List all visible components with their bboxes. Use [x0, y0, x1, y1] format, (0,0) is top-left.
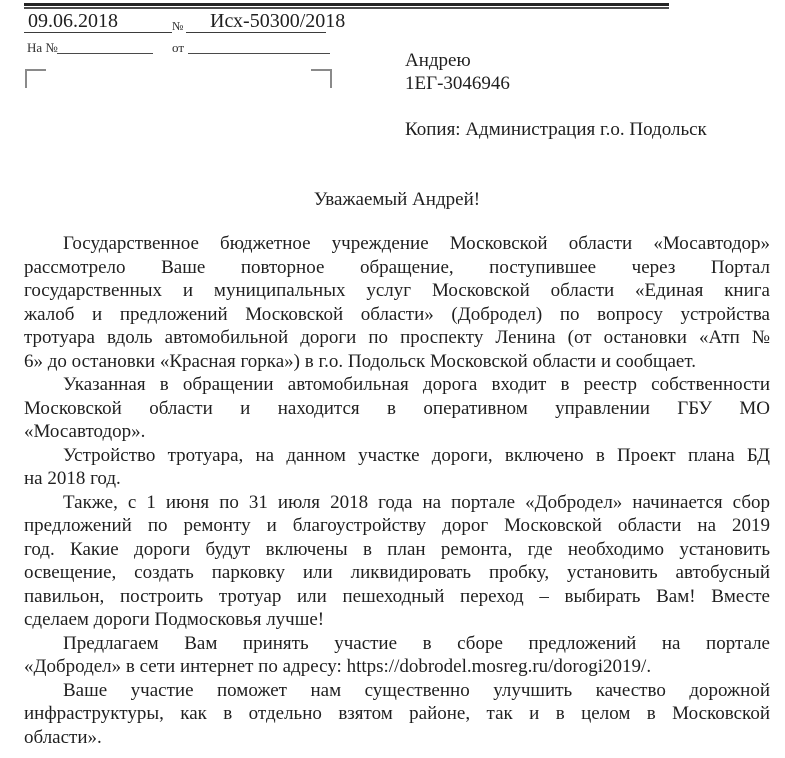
body-line: Также, с 1 июня по 31 июля 2018 года на портале «Добродел» начинается сбор: [63, 491, 770, 513]
body-line: Устройство тротуара, на данном участке дороги, включено в Проект плана БД: [63, 444, 770, 466]
body-line: области».: [24, 726, 102, 748]
body-line: Предлагаем Вам принять участие в сборе предложений на портале: [63, 632, 770, 654]
letter-body: [24, 232, 770, 749]
address-bracket-right: [311, 69, 332, 88]
body-line: 6» до остановки «Красная горка») в г.о. Подольск Московской области и сообщает.: [24, 350, 696, 372]
recipient-block: [405, 49, 510, 95]
body-line: Государственное бюджетное учреждение Московской области «Мосавтодор»: [63, 233, 770, 254]
body-line: предложений по ремонту и благоустройству дорог Московской области на 2019: [24, 515, 770, 536]
body-line: год. Какие дороги будут включены в план ремонта, где необходимо установить: [24, 538, 770, 560]
date-value: 09.06.2018: [28, 10, 118, 32]
reply-to-underline: [57, 40, 153, 54]
body-line: тротуара вдоль автомобильной дороги по проспекту Ленина (от остановки «Атп №: [24, 327, 770, 348]
outgoing-number-field: [186, 10, 346, 33]
letterhead-double-rule: [24, 3, 669, 9]
recipient-case-number: 1ЕГ-3046946: [405, 73, 510, 94]
body-line: жалоб и предложений Московской области» (Добродел) по вопросу устройства: [24, 303, 770, 325]
body-line: Указанная в обращении автомобильная дорога входит в реестр собственности: [63, 374, 770, 395]
outgoing-number-value: Исх-50300/2018: [210, 10, 346, 32]
body-line: освещение, создать парковку или ликвидировать пробку, установить автобусный: [24, 562, 770, 583]
body-line: павильон, построить тротуар или пешеходный переход – выбирать Вам! Вместе: [24, 585, 770, 607]
reply-to-label: На №: [27, 40, 58, 55]
salutation: Уважаемый Андрей!: [313, 189, 481, 210]
recipient-name: Андрею: [405, 50, 471, 71]
number-symbol: №: [172, 19, 184, 33]
reply-from-label: от: [172, 40, 185, 55]
body-line: рассмотрело Ваше повторное обращение, поступившее через Портал: [24, 256, 770, 278]
body-line: государственных и муниципальных услуг Московской области «Единая книга: [24, 280, 770, 301]
body-line: сделаем дороги Подмосковья лучше!: [24, 609, 325, 630]
address-bracket-left: [25, 69, 46, 88]
body-line: Ваше участие поможет нам существенно улучшить качество дорожной: [63, 679, 770, 701]
body-line: «Мосавтодор».: [24, 421, 146, 442]
date-field: [24, 10, 172, 33]
reply-from-underline: [188, 40, 330, 54]
body-line: «Добродел» в сети интернет по адресу: https://dobrodel.mosreg.ru/dorogi2019/.: [24, 656, 652, 677]
body-line: Московской области и находится в оперативном управлении ГБУ МО: [24, 397, 770, 419]
copy-recipient-line: Копия: Администрация г.о. Подольск: [405, 119, 707, 140]
body-line: на 2018 год.: [24, 468, 121, 489]
body-line: инфраструктуры, как в отдельно взятом районе, так и в целом в Московской: [24, 703, 770, 724]
